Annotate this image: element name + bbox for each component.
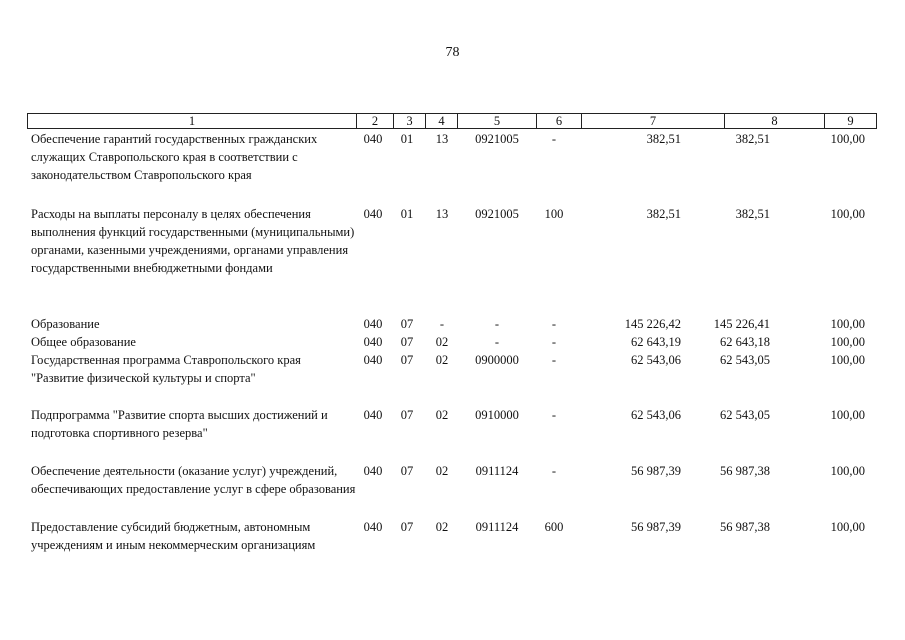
- row-code-target: 0910000: [475, 408, 519, 422]
- row-code-ministry: 040: [363, 464, 383, 478]
- row-value-actual: 62 543,05: [720, 353, 770, 367]
- row-value-planned: 382,51: [646, 132, 681, 146]
- page-number: 78: [445, 45, 460, 60]
- row-code-section: 07: [400, 464, 414, 478]
- row-code-ministry: 040: [363, 520, 383, 534]
- row-code-ministry: 040: [363, 408, 383, 422]
- row-value-planned: 382,51: [646, 207, 681, 221]
- row-code-expense-type: 100: [544, 207, 564, 221]
- row-value-planned: 145 226,42: [624, 317, 681, 331]
- row-name: Образование: [31, 317, 100, 331]
- row-value-planned: 62 643,19: [631, 335, 681, 349]
- row-name: Предоставление субсидий бюджетным, автономным учреждениям и иным некоммерческим организациям: [31, 520, 316, 552]
- row-code-ministry: 040: [363, 353, 383, 367]
- row-name: Обеспечение гарантий государственных гражданских служащих Ставропольского края в соответствии с законодательством Ставропольского края: [31, 132, 318, 182]
- row-code-section: 07: [400, 317, 414, 331]
- row-code-subsection: 02: [435, 408, 449, 422]
- row-value-actual: 62 643,18: [720, 335, 770, 349]
- row-code-target: 0911124: [475, 464, 519, 478]
- table-header: [27, 113, 877, 129]
- row-value-percent: 100,00: [830, 207, 865, 221]
- row-code-target: 0921005: [475, 207, 519, 221]
- row-value-percent: 100,00: [830, 132, 865, 146]
- row-value-actual: 382,51: [735, 207, 770, 221]
- row-name: Обеспечение деятельности (оказание услуг) учреждений, обеспечивающих предоставление услуг в сфере образования: [31, 464, 356, 496]
- row-code-subsection: 02: [435, 353, 449, 367]
- row-value-percent: 100,00: [830, 335, 865, 349]
- row-code-section: 01: [400, 132, 414, 146]
- row-code-target: 0921005: [475, 132, 519, 146]
- row-code-subsection: 02: [435, 335, 449, 349]
- row-code-subsection: -: [439, 317, 445, 331]
- column-header-3: 3: [394, 114, 426, 128]
- row-code-expense-type: -: [551, 132, 557, 146]
- row-value-planned: 62 543,06: [631, 408, 681, 422]
- row-code-section: 01: [400, 207, 414, 221]
- column-header-1: 1: [28, 114, 357, 128]
- row-code-subsection: 13: [435, 132, 449, 146]
- row-name: Подпрограмма "Развитие спорта высших достижений и подготовка спортивного резерва": [31, 408, 328, 440]
- row-code-section: 07: [400, 408, 414, 422]
- row-value-planned: 62 543,06: [631, 353, 681, 367]
- row-code-expense-type: 600: [544, 520, 564, 534]
- row-code-subsection: 02: [435, 520, 449, 534]
- row-value-percent: 100,00: [830, 317, 865, 331]
- row-name: Общее образование: [31, 335, 136, 349]
- row-value-actual: 62 543,05: [720, 408, 770, 422]
- column-header-5: 5: [458, 114, 537, 128]
- column-header-8: 8: [725, 114, 825, 128]
- row-name: Государственная программа Ставропольского края "Развитие физической культуры и спорта": [31, 353, 301, 385]
- row-code-subsection: 02: [435, 464, 449, 478]
- row-value-actual: 145 226,41: [713, 317, 770, 331]
- row-code-target: 0900000: [475, 353, 519, 367]
- row-code-expense-type: -: [551, 317, 557, 331]
- column-header-6: 6: [537, 114, 582, 128]
- row-code-expense-type: -: [551, 353, 557, 367]
- row-value-percent: 100,00: [830, 353, 865, 367]
- row-code-target: 0911124: [475, 520, 519, 534]
- row-value-percent: 100,00: [830, 408, 865, 422]
- row-code-section: 07: [400, 335, 414, 349]
- row-code-ministry: 040: [363, 335, 383, 349]
- column-header-7: 7: [582, 114, 725, 128]
- column-header-9: 9: [847, 114, 854, 128]
- column-header-4: 4: [426, 114, 458, 128]
- row-value-percent: 100,00: [830, 464, 865, 478]
- row-code-ministry: 040: [363, 207, 383, 221]
- row-code-ministry: 040: [363, 317, 383, 331]
- row-value-planned: 56 987,39: [631, 464, 681, 478]
- row-value-percent: 100,00: [830, 520, 865, 534]
- row-value-actual: 382,51: [735, 132, 770, 146]
- row-code-target: -: [494, 335, 500, 349]
- row-code-section: 07: [400, 353, 414, 367]
- row-value-actual: 56 987,38: [720, 464, 770, 478]
- row-code-target: -: [494, 317, 500, 331]
- row-code-ministry: 040: [363, 132, 383, 146]
- row-name: Расходы на выплаты персоналу в целях обеспечения выполнения функций государственными (муниципальными) органами, казенными учреждениями, органами управления государственными внебюджетными фондами: [31, 207, 355, 275]
- row-code-expense-type: -: [551, 335, 557, 349]
- column-header-2: 2: [357, 114, 394, 128]
- row-value-actual: 56 987,38: [720, 520, 770, 534]
- row-code-section: 07: [400, 520, 414, 534]
- row-code-expense-type: -: [551, 464, 557, 478]
- row-value-planned: 56 987,39: [631, 520, 681, 534]
- row-code-expense-type: -: [551, 408, 557, 422]
- row-code-subsection: 13: [435, 207, 449, 221]
